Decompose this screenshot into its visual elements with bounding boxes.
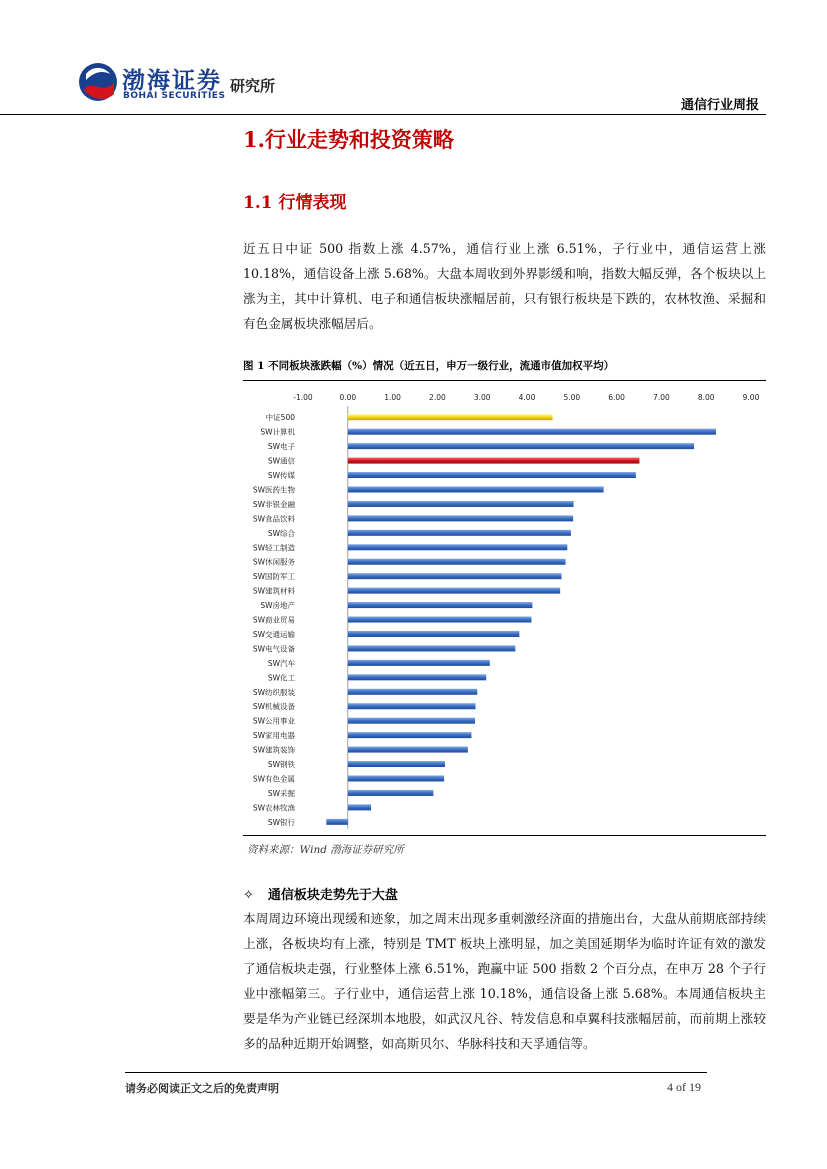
x-tick-label: 5.00 [563,393,581,402]
category-label: SW医药生物 [252,485,295,495]
category-label: SW食品饮料 [252,514,295,524]
category-label: SW综合 [267,528,295,538]
bar [348,429,716,435]
category-label: SW计算机 [260,427,295,437]
market-performance-paragraph: 近五日中证 500 指数上涨 4.57%，通信行业上涨 6.51%，子行业中，通信运营上涨 10.18%，通信设备上涨 5.68%。大盘本周收到外界影缓和响，指数大幅反弹，各个板块以上涨为主，其中计算机、电子和通信板块涨幅居前，只有银行板块是下跌的，农林牧渔、采掘和有色金属板块涨幅居后。 [243,241,766,331]
footer-divider [125,1072,707,1073]
x-tick-label: 2.00 [429,393,446,402]
bar [348,747,468,753]
category-label: SW商业贸易 [252,615,295,625]
figure-bottom-rule [243,835,766,836]
telecom-sector-paragraph: 本周周边环境出现缓和迹象，加之周末出现多重刺激经济面的措施出台，大盘从前期底部持续上涨，各板块均有上涨，特别是 TMT 板块上涨明显，加之美国延期华为临时许证有效的激发了通信板块走强，行业整体上涨 6.51%，跑赢中证 500 指数 2 个百分点，在申万 28 个子行业中涨幅第三。子行业中，通信运营上涨 10.18%，通信设备上涨 5.68%。本周通信板块主要是华为产业链已经深圳本地股，如武汉凡谷、特发信息和卓翼科技涨幅居前，而前期上涨较多的品种近期开始调整，如高斯贝尔、华脉科技和天孚通信等。 [243,911,766,1051]
x-tick-label: 3.00 [473,393,491,402]
category-label: SW建筑装饰 [252,745,295,755]
brand-name-cn: 渤海证券 [122,67,222,94]
figure-top-rule [243,380,766,381]
diamond-bullet-icon: ✧ [243,888,254,903]
x-tick-label: 4.00 [518,393,536,402]
bullet-heading-text: 通信板块走势先于大盘 [267,888,398,903]
bar [348,588,560,594]
x-tick-label: 1.00 [384,393,401,402]
category-label: SW农林牧渔 [252,803,295,813]
bar [348,573,562,579]
category-label: SW通信 [267,456,295,466]
bar [348,761,445,767]
category-label: SW钢铁 [267,760,295,770]
bar [348,631,520,637]
bar [348,458,640,464]
category-label: SW家用电器 [252,731,295,741]
category-label: SW机械设备 [252,702,295,712]
brand-name-en: BOHAI SECURITIES [123,91,226,101]
category-label: SW电子 [267,442,295,452]
bar [348,790,434,796]
category-label: SW国防军工 [252,572,295,582]
header-divider [0,114,766,115]
bar [348,775,444,781]
category-label: SW电气设备 [252,644,295,654]
bohai-logo-icon [78,60,118,104]
bar [348,544,568,550]
category-label: SW有色金属 [252,774,295,784]
sector-returns-chart [243,384,766,836]
bar [348,804,371,810]
company-logo [78,60,293,110]
x-tick-label: 9.00 [742,393,760,402]
bar [348,414,553,420]
bar [348,645,516,651]
x-tick-label: 7.00 [653,393,670,402]
figure-source: 资料来源：Wind 渤海证券研究所 [247,844,404,856]
x-tick-label: -1.00 [293,393,313,402]
bar [348,617,532,623]
section-heading: 1.行业走势和投资策略 [243,127,454,152]
figure-title: 图 1 不同板块涨跌幅（%）情况（近五日，申万一级行业，流通市值加权平均） [243,360,615,372]
bar [348,689,477,695]
category-label: SW交通运输 [252,629,295,639]
bar [326,819,348,825]
subsection-heading: 1.1 行情表现 [243,193,347,213]
bar [348,559,566,565]
bar [348,602,533,608]
category-label: SW轻工制造 [252,543,295,553]
category-label: SW汽车 [267,658,295,668]
x-tick-label: 6.00 [608,393,625,402]
bar [348,674,486,680]
footer-disclaimer: 请务必阅读正文之后的免责声明 [125,1082,279,1095]
category-label: SW纺织服装 [252,687,295,697]
bar [348,501,574,507]
bar [348,443,694,449]
category-label: SW休闲服务 [252,557,295,567]
page-number: 4 of 19 [667,1080,701,1094]
category-label: 中证500 [265,413,295,423]
bar [348,486,604,492]
category-label: SW房地产 [260,601,295,611]
bar [348,660,490,666]
category-label: SW传媒 [267,471,295,481]
bar [348,530,571,536]
x-tick-label: 8.00 [697,393,715,402]
category-label: SW银行 [267,817,295,827]
bar [348,703,476,709]
bar [348,732,472,738]
bar [348,718,475,724]
brand-subtitle: 研究所 [230,77,276,95]
category-label: SW建筑材料 [252,586,295,596]
bullet-heading [243,884,398,903]
category-label: SW公用事业 [252,716,295,726]
bar [348,515,573,521]
category-label: SW采掘 [267,788,295,798]
category-label: SW化工 [267,673,295,683]
x-tick-label: 0.00 [339,393,357,402]
report-type: 通信行业周报 [680,98,759,113]
bar [348,472,636,478]
category-label: SW非银金融 [252,499,295,509]
